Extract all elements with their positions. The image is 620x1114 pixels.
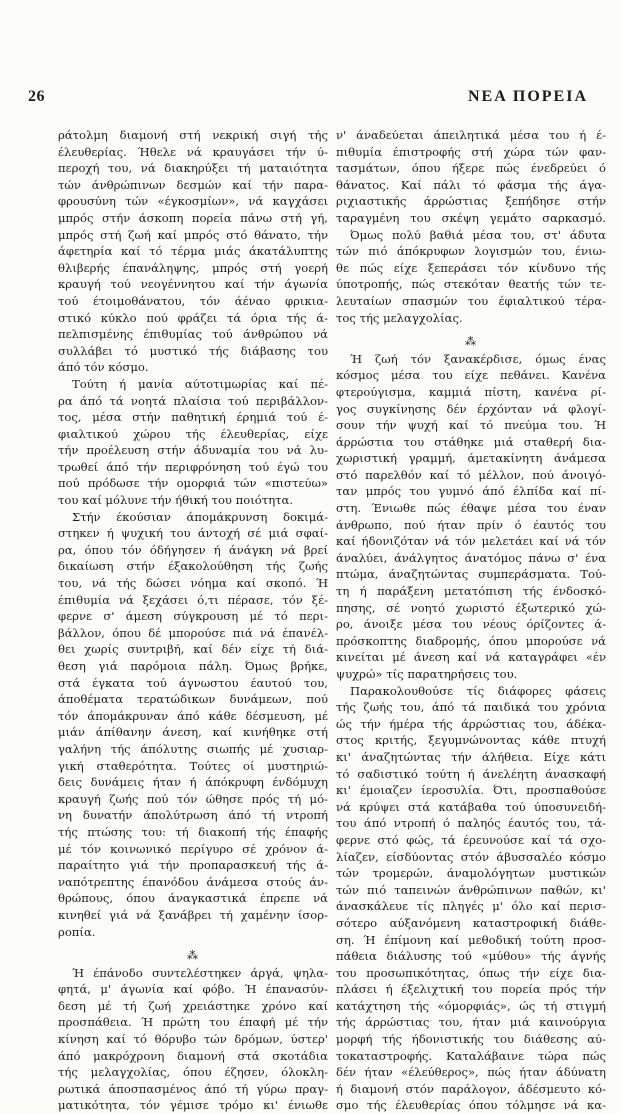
text-line: μπρός στή ζωή καί μπρός στό θάνατο, τήν <box>58 227 328 242</box>
text-line: μπρός στήν άσκοπη πορεία πάνω στή γή, <box>58 210 328 225</box>
text-line: θρώπους, όπου άναγκαστικά έπρεπε νά <box>58 891 328 906</box>
text-line: τών πιό άπόκρυφων λογισμών του, ένιω- <box>336 244 606 259</box>
text-line: λευταίων σπασμών του έφιαλτικού τέρα- <box>336 293 606 308</box>
text-line: Ή ζωή τόν ξανακέρδισε, όμως ένας <box>350 351 606 366</box>
text-line: πάθεια διάλυσης τού «μύθου» τής άγνής <box>336 949 606 964</box>
text-line: δεση μέ τή ζωή χρειάστηκε χρόνο καί <box>58 998 328 1013</box>
text-line: φρουσύνη τών «έγκοσμίων», νά καγχάσει <box>58 194 328 209</box>
text-line: άφετηρία καί τό τέρμα μιάς άκατάλυπτης <box>58 244 328 259</box>
text-line: φερνε σ' άμεση σύγκρουση μέ τό περι- <box>58 609 328 624</box>
text-line: πιθυμία έπιστροφής στή χώρα τών φαν- <box>336 144 606 159</box>
text-line: γαλήνη τής άπόλυτης σιωπής μέ χυσιαρ- <box>58 741 328 756</box>
text-line: χωριστική γραμμή, άμετακίνητη άνάμεσα <box>336 451 606 466</box>
text-line: θεση γιά παρόμοια πάλη. Όμως βρήκε, <box>58 659 328 673</box>
text-line: ταραγμένη του σκέψη γεμάτο σαρκασμό. <box>336 210 606 225</box>
text-line: τής μελαγχολίας, όπου έζησεν, όλοκλη- <box>58 1065 328 1080</box>
text-line: πού πρόδωσε τήν ομορφιά τών «πιστεύω» <box>58 476 328 491</box>
text-line: του, νά τής δώσει νόημα καί σκοπό. Ή <box>58 576 328 591</box>
text-line: σμο τής έλευθερίας όπου τόλμησε νά κα- <box>336 1098 606 1113</box>
text-line: προσπάθεια. Ή πρώτη του έπαφή μέ τήν <box>58 1015 328 1030</box>
text-line: γική σταθερότητα. Τούτες οί μυστηριώ- <box>58 758 328 773</box>
text-line: σουν τήν ψυχή καί τό πνεύμα του. Ή <box>336 418 606 433</box>
text-line: ταν μπρός του γυμνό άπό έλπίδα καί πί- <box>336 484 606 499</box>
text-line: έλευθερίας. Ήθελε νά κραυγάσει τήν ύ- <box>58 144 328 159</box>
text-line: τών άνθρώπινων δεσμών καί τήν παρα- <box>58 177 328 192</box>
text-line: τών πιό ταπεινών άνθρώπινων παθών, κι' <box>336 882 606 897</box>
text-line: ή διαμονή στόν παράλογον, άδέσμευτο κό- <box>336 1081 606 1096</box>
text-line: δεις δυνάμεις ήταν ή άπόκρυφη ένδόμυχη <box>58 775 328 790</box>
text-line: τής πτώσης του: τή διακοπή τής έπαφής <box>58 824 328 839</box>
text-line: τος, μέσα στήν παθητική έρημιά τού έ- <box>58 410 328 425</box>
text-line: φητά, μ' άγωνία καί φόβο. Ή έπανασύν- <box>58 982 328 997</box>
text-line: θε πώς είχε ξεπεράσει τόν κίνδυνο τής <box>336 260 606 275</box>
text-line: στό παρελθόν καί τό μέλλον, πού άνοιγό- <box>336 467 606 482</box>
text-line: τού έτοιμοθάνατου, τόν άέναο φρικια- <box>58 293 328 308</box>
section-spacer <box>336 326 606 334</box>
text-line: σότερο αύξανόμενη καταστροφική διάθε- <box>336 915 606 930</box>
text-line: ρα, όπου τόν όδήγησεν ή άνάγκη νά βρεί <box>58 542 328 557</box>
text-line: μορφή τής ήδονιστικής του διάθεσης αύ- <box>336 1032 606 1047</box>
text-line: τής άρρώστιας του, ήταν μιά καινούργια <box>336 1015 606 1030</box>
text-line: ύποτροπής, πώς στεκόταν θεατής τών τε- <box>336 277 606 292</box>
text-line: πρόσκοπτης διαδρομής, όπου μπορούσε νά <box>336 633 606 648</box>
text-line: μέ τόν κοινωνικό περίγυρο σέ χρόνον ά- <box>58 841 328 856</box>
text-line: τη ή παράξενη μετατόπιση τής ένδοσκό- <box>336 584 606 599</box>
text-line: στος κριτής, ξεγυμνώνοντας κάθε πτυχή <box>336 733 606 748</box>
text-line: τής ζωής του, άπό τά παιδικά του χρόνια <box>336 700 606 715</box>
page-number: 26 <box>28 88 45 105</box>
text-line: πελπισμένης έπιθυμίας τού άνθρώπου νά <box>58 327 328 342</box>
text-line: θάνατος. Καί πάλι τό φάσμα τής άγα- <box>336 177 606 192</box>
text-line: του προσωπικότητας, όπως τήν είχε δια- <box>336 965 606 980</box>
text-line: κι' έμοιαζεν ίεροσυλία. Ότι, προσπαθούσε <box>336 783 606 798</box>
text-line: άνασκάλευε τίς πληγές μ' όλο καί περισ- <box>336 899 606 914</box>
text-line: Παρακολουθούσε τίς διάφορες φάσεις <box>350 683 606 698</box>
text-line: ράτολμη διαμονή στή νεκρική σιγή τής <box>58 128 328 142</box>
text-line: τασμάτων, όπου ήξερε πώς ένεδρεύει ό <box>336 161 606 176</box>
text-line: συλλάβει τό μυστικό τής διάβασης του <box>58 343 328 358</box>
text-line: τοκαταστροφής. Καταλάβαινε τώρα πώς <box>336 1048 606 1063</box>
text-line: τόν άπομάκρυναν άπό κάθε δέσμευση, μέ <box>58 708 328 723</box>
text-line: στη. Ένιωθε πώς έθαψε μέσα του έναν <box>336 501 606 516</box>
text-line: Στήν έκούσιαν άπομάκρυνση δοκιμά- <box>72 509 328 524</box>
text-line: φιαλτικού χώρου τής έλευθερίας, είχε <box>58 426 328 441</box>
text-line: τήν προέλευση στήν άδυναμία του νά λυ- <box>58 443 328 458</box>
text-line: νη δυνατήν άπολύτρωση άπό τή ντροπή <box>58 808 328 823</box>
text-line: νά κρύψει στά κατάβαθα τού ύποσυνειδή- <box>336 799 606 814</box>
text-line: ρο, άνοιξε μέσα του νέους όρίζοντες ά- <box>336 617 606 632</box>
text-line: έπιθυμία νά ξεχάσει ό,τι πέρασε, τόν ξέ- <box>58 592 328 607</box>
text-line: κίνηση καί τό θόρυβο τών δρόμων, ύστερ' <box>58 1032 328 1047</box>
text-line: ση. Ή έπίμονη καί μεθοδική τούτη προσ- <box>336 932 606 947</box>
text-line: θει χωρίς συντριβή, καί δέν είχε τή διά- <box>58 642 328 657</box>
text-line: τρωθεί άπό τήν περιφρόνηση τού έγώ του <box>58 459 328 474</box>
text-line: κινηθεί γιά νά ξανάβρει τή χαμένην ίσορ- <box>58 907 328 922</box>
text-line: τών τρομερών, άναμολόγητων μυστικών <box>336 866 606 881</box>
text-line: κι' άναζητώντας τήν άλήθεια. Είχε κάτι <box>336 749 606 764</box>
text-line: καί ήδονιζόταν νά τόν μελετάει καί νά τόν <box>336 534 606 549</box>
text-line: μιάν άπίθανην άνεση, καί κινήθηκε στή <box>58 725 328 740</box>
text-line: τος τής μελαγχολίας. <box>336 310 463 325</box>
text-line: ρωτικά άποσπασμένος άπό τή γύρω πραγ- <box>58 1081 328 1096</box>
text-line: ροπία. <box>58 924 96 939</box>
section-separator: ⁂ <box>465 335 477 349</box>
text-line: φτερούγισμα, καμμιά πίστη, κανένα ρί- <box>336 384 606 399</box>
section-spacer <box>58 940 328 948</box>
running-title: ΝΕΑ ΠΟΡΕΙΑ <box>467 88 588 105</box>
text-line: Τούτη ή μανία αύτοτιμωρίας καί πέ- <box>72 376 328 391</box>
text-line: λίαζεν, είσδύοντας στόν άβυσσαλέο κόσμο <box>336 849 606 864</box>
text-line: πτώμα, άναζητώντας συμπεράσματα. Τού- <box>336 567 606 582</box>
text-line: ψυχρώ» τίς παρατηρήσεις του. <box>336 667 518 681</box>
text-line: ρα άπό τά νοητά πλαίσια τού περιβάλλον- <box>58 393 328 408</box>
text-line: φερνε στό φώς, τά έρευνούσε καί τά σχο- <box>336 832 606 847</box>
text-line: άνθρωπο, πού ήταν πρίν ό έαυτός του <box>336 517 606 532</box>
text-line: περοχή του, νά διακηρύξει τή ματαιότητα <box>58 161 328 176</box>
left-text-column <box>58 127 328 1114</box>
text-line: άναλύει, άνάλγητος άνατόμος πάνω σ' ένα <box>336 550 606 565</box>
text-line: κόσμος μέσα του είχε πεθάνει. Κανένα <box>336 368 606 383</box>
text-line: άπό μακρόχρονη διαμονή στά σκοτάδια <box>58 1048 328 1063</box>
section-separator: ⁂ <box>187 949 199 963</box>
text-line: θλιβερής έπανάληψης, μπρός στή γοερή <box>58 260 328 275</box>
text-line: άπό τόν κόσμο. <box>58 360 149 375</box>
right-text-column <box>336 127 606 1114</box>
text-line: γος συγκίνησης δέν έρχόνταν νά φλογί- <box>336 401 606 416</box>
text-line: κραυγή ζωής πού τόν ώθησε πρός τή μό- <box>58 791 328 806</box>
text-line: Όμως πολύ βαθιά μέσα του, στ' άδυτα <box>350 227 606 242</box>
text-line: κατάχτηση τής «όμορφιάς», ώς τή στιγμή <box>336 998 606 1013</box>
text-line: παραίτητο γιά τήν προπαρασκευή τής ά- <box>58 858 328 873</box>
text-line: στηκεν ή ψυχική του άντοχή σέ μιά σφαί- <box>58 526 328 541</box>
text-line: βάλλον, όπου δέ μπορούσε πιά νά έπανέλ- <box>58 625 328 640</box>
text-line: πησης, σέ νοητό χωριστό έξωτερικό χώ- <box>336 600 606 615</box>
text-line: στά έγκατα τού άγνωστου έαυτού του, <box>58 675 328 690</box>
text-line: του άπό ντροπή ό παληός έαυτός του, τά- <box>336 816 606 831</box>
text-line: Ή έπάνοδο συντελέστηκεν άργά, ψηλα- <box>72 965 328 980</box>
text-line: τό σαδιστικό τούτη ή άνελέητη άνασκαφή <box>336 766 606 781</box>
text-line: ματικότητα, τόν γέμισε τρόμο κι' ένιωθε <box>58 1098 328 1113</box>
text-line: κινείται μέ άνεση καί νά καταγράφει «έν <box>336 650 606 665</box>
text-line: άρρώστια του στάθηκε μιά σταθερή δια- <box>336 434 606 449</box>
page-header <box>28 88 588 110</box>
text-line: άποθέματα τερατώδικων δυνάμεων, πού <box>58 692 328 707</box>
text-line: ν' άναδεύεται άπειλητικά μέσα του ή έ- <box>336 128 606 142</box>
text-line: ναπότρεπτης έπανόδου άνάμεσα στούς άν- <box>58 874 328 889</box>
text-line: ώς τήν ήμέρα τής άρρώστιας του, άδέκα- <box>336 716 606 731</box>
text-line: ριχιαστικής άρρώστιας ξεπήδησε στήν <box>336 194 606 209</box>
text-line: κραυγή τού νεογέννητου καί τήν άγωνία <box>58 277 328 292</box>
text-line: δέν ήταν «έλεύθερος», πώς ήταν άδύνατη <box>336 1065 606 1080</box>
text-line: πλάσει ή έξελιχτική του πορεία πρός τήν <box>336 982 606 997</box>
text-line: δικαίωση στήν έξακολούθηση τής ζωής <box>58 559 328 574</box>
text-line: του καί μόλυνε τήν ήθική του ποιότητα. <box>58 493 294 508</box>
text-line: στικό κύκλο πού φράζει τά όρια τής ά- <box>58 310 328 325</box>
